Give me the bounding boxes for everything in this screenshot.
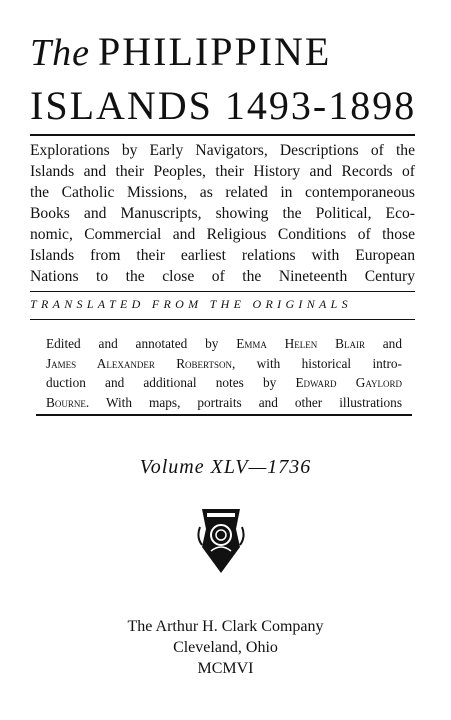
bottom-rule — [36, 414, 412, 416]
description-line: the Catholic Missions, as related in contemporaneous — [30, 184, 415, 201]
editor-name: James Alexander Robertson — [46, 355, 233, 371]
description-block — [30, 140, 415, 287]
publication-year: MCMVI — [197, 660, 254, 677]
editor-name: Bourne — [46, 394, 86, 410]
translated-from-originals: TRANSLATED FROM THE ORIGINALS — [30, 297, 352, 311]
rule-above-translated — [30, 291, 415, 292]
top-rule — [30, 134, 415, 136]
editors-line: James Alexander Robertson, with historical intro- — [46, 355, 402, 371]
publisher-emblem-icon — [196, 507, 246, 575]
publisher-city: Cleveland, Ohio — [173, 639, 278, 656]
description-line: Books and Manuscripts, showing the Political, Eco- — [30, 205, 415, 222]
publisher-block — [0, 616, 451, 679]
description-line: Islands from their earliest relations with European — [30, 247, 415, 264]
description-line: nomic, Commercial and Religious Conditions of those — [30, 226, 415, 243]
editors-line: duction and additional notes by Edward Gaylord — [46, 375, 402, 390]
editors-block — [46, 334, 402, 412]
title-philippine: PHILIPPINE — [98, 29, 332, 74]
title-line-1 — [30, 28, 430, 80]
title-line-2 — [30, 82, 430, 134]
description-line: Nations to the close of the Nineteenth Century — [30, 268, 415, 285]
title-islands-years: ISLANDS 1493-1898 — [30, 83, 417, 128]
editors-line: Edited and annotated by Emma Helen Blair and — [46, 336, 402, 351]
publisher-name: The Arthur H. Clark Company — [127, 618, 324, 635]
editor-name: Emma Helen Blair — [236, 336, 365, 351]
editor-name: Edward Gaylord — [295, 375, 402, 390]
description-line: Explorations by Early Navigators, Descriptions of the — [30, 142, 415, 159]
rule-below-translated — [30, 319, 415, 320]
description-line: Islands and their Peoples, their History and Records of — [30, 163, 415, 180]
title-the: The — [30, 32, 90, 74]
volume-label: Volume XLV—1736 — [139, 456, 312, 478]
editors-line: Bourne. With maps, portraits and other illustrations — [46, 394, 402, 410]
